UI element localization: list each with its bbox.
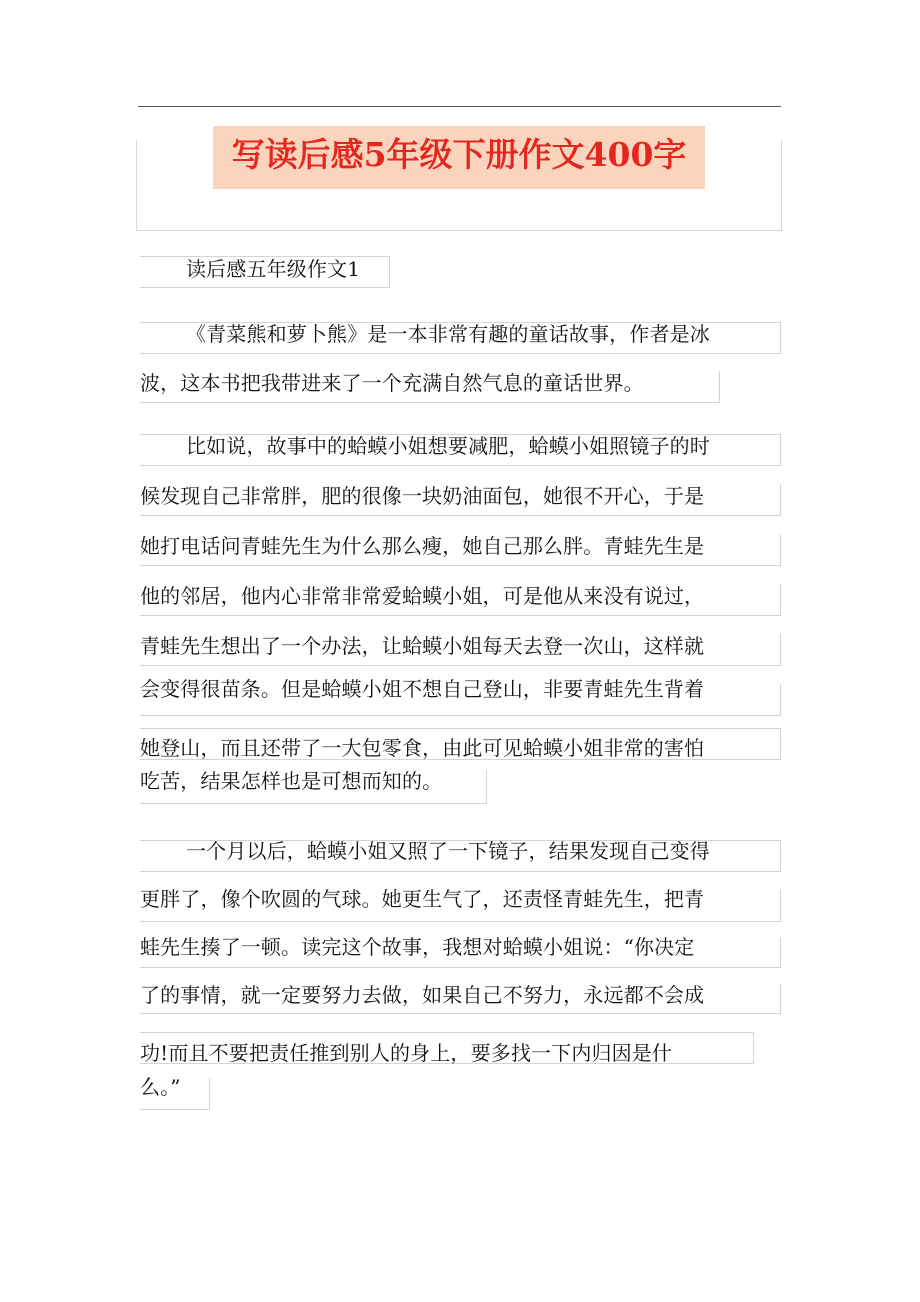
paragraph-line: 波，这本书把我带进来了一个充满自然气息的童话世界。 xyxy=(140,371,644,395)
paragraph-line: 会变得很苗条。但是蛤蟆小姐不想自己登山，非要青蛙先生背着 xyxy=(140,677,705,701)
paragraph-line: 了的事情，就一定要努力去做，如果自己不努力，永远都不会成 xyxy=(140,983,705,1007)
top-rule xyxy=(138,106,781,107)
paragraph-line: 么。” xyxy=(140,1075,181,1099)
paragraph-line: 一个月以后，蛤蟆小姐又照了一下镜子，结果发现自己变得 xyxy=(186,839,710,863)
paragraph-line: 《青菜熊和萝卜熊》是一本非常有趣的童话故事，作者是冰 xyxy=(186,322,710,346)
page-title: 写读后感5年级下册作文400字 xyxy=(231,135,687,174)
paragraph-line: 她打电话问青蛙先生为什么那么瘦，她自己那么胖。青蛙先生是 xyxy=(140,534,705,558)
paragraph-line: 他的邻居，他内心非常非常爱蛤蟆小姐，可是他从来没有说过， xyxy=(140,584,705,608)
paragraph-line: 吃苦，结果怎样也是可想而知的。 xyxy=(140,769,443,793)
paragraph-line: 候发现自己非常胖，肥的很像一块奶油面包，她很不开心，于是 xyxy=(140,484,705,508)
paragraph-line: 她登山，而且还带了一大包零食，由此可见蛤蟆小姐非常的害怕 xyxy=(140,736,705,760)
paragraph-line: 功!而且不要把责任推到别人的身上，要多找一下内归因是什 xyxy=(140,1041,673,1065)
paragraph-line: 蛙先生揍了一顿。读完这个故事，我想对蛤蟆小姐说：“你决定 xyxy=(140,935,695,959)
paragraph-line: 比如说，故事中的蛤蟆小姐想要减肥，蛤蟆小姐照镜子的时 xyxy=(186,434,710,458)
paragraph-line: 青蛙先生想出了一个办法，让蛤蟆小姐每天去登一次山，这样就 xyxy=(140,634,705,658)
section-subtitle: 读后感五年级作文1 xyxy=(186,257,361,281)
paragraph-line: 更胖了，像个吹圆的气球。她更生气了，还责怪青蛙先生，把青 xyxy=(140,887,705,911)
